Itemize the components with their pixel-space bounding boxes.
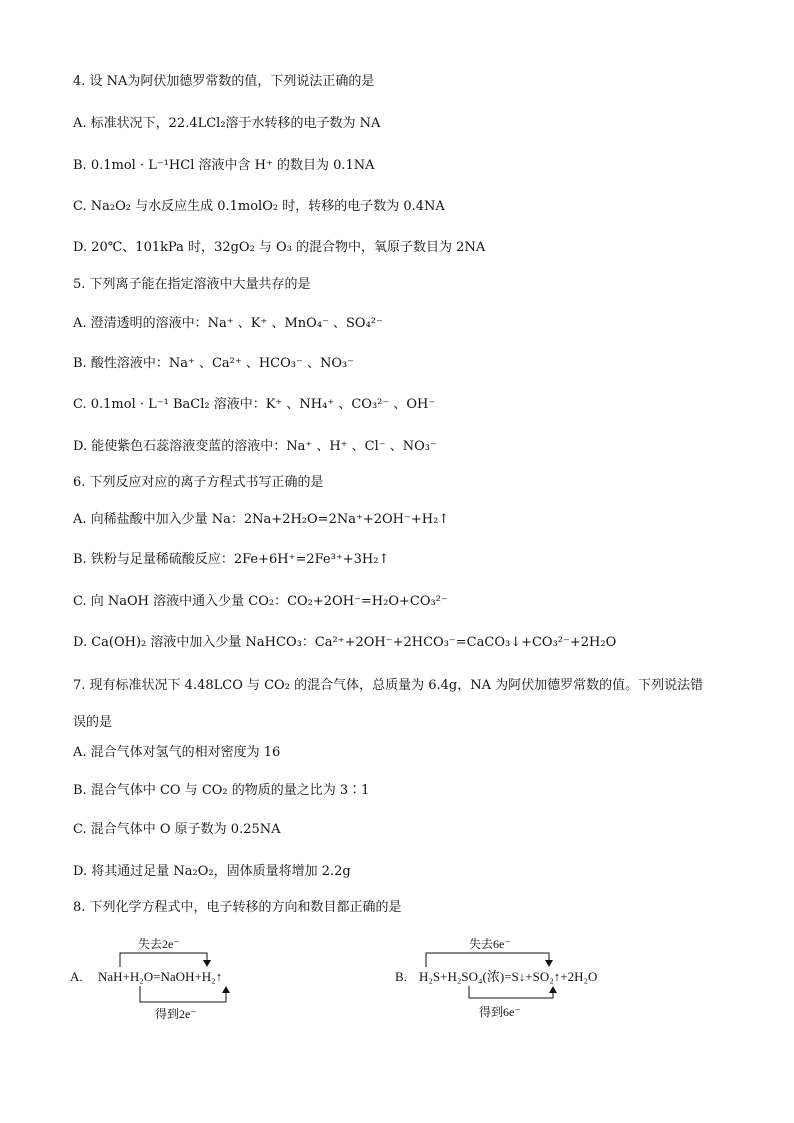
q8-a-electron-transfer-svg: [70, 930, 310, 1020]
q8-b-top-arrowhead: [545, 960, 553, 967]
q6-option-d: D. Ca(OH)₂ 溶液中加入少量 NaHCO₃：Ca²⁺+2OH⁻+2HCO₃⁻=CaCO₃↓+CO₃²⁻+2H₂O: [73, 635, 617, 650]
q8-a-top-arrowhead: [203, 960, 211, 967]
q8-b-bottom-bracket: [469, 986, 553, 998]
q4-option-a: A. 标准状况下，22.4LCl₂溶于水转移的电子数为 NA: [73, 116, 381, 131]
q5-option-a: A. 澄清透明的溶液中：Na⁺ 、K⁺ 、MnO₄⁻ 、SO₄²⁻: [73, 316, 383, 331]
q4-stem: 4. 设 NA为阿伏加德罗常数的值，下列说法正确的是: [73, 74, 375, 89]
q8-b-bottom-arrowhead: [549, 986, 557, 993]
q8-b-top-label: 失去6e⁻: [469, 937, 511, 951]
q5-option-c: C. 0.1mol · L⁻¹ BaCl₂ 溶液中：K⁺ 、NH₄⁺ 、CO₃²⁻ 、OH⁻: [73, 397, 436, 412]
q5-stem: 5. 下列离子能在指定溶液中大量共存的是: [73, 277, 311, 292]
q8-a-bottom-arrowhead: [222, 986, 230, 993]
q7-option-b: B. 混合气体中 CO 与 CO₂ 的物质的量之比为 3∶1: [73, 783, 370, 798]
q7-stem-line-2: 误的是: [73, 715, 113, 730]
q8-a-equation: NaH+H₂O=NaOH+H₂↑: [98, 969, 223, 984]
q8-b-top-bracket: [426, 953, 549, 967]
q7-option-c: C. 混合气体中 O 原子数为 0.25NA: [73, 822, 281, 837]
q8-a-bottom-bracket: [140, 986, 226, 1002]
q8-b-equation: H₂S+H₂SO₄(浓)=S↓+SO₂↑+2H₂O: [419, 969, 598, 984]
q6-option-a: A. 向稀盐酸中加入少量 Na：2Na+2H₂O=2Na⁺+2OH⁻+H₂↑: [73, 512, 450, 527]
q8-a-bottom-label: 得到2e⁻: [155, 1007, 197, 1021]
q4-option-b: B. 0.1mol · L⁻¹HCl 溶液中含 H⁺ 的数目为 0.1NA: [73, 158, 375, 173]
q6-option-c: C. 向 NaOH 溶液中通入少量 CO₂：CO₂+2OH⁻=H₂O+CO₃²⁻: [73, 594, 448, 609]
q8-stem: 8. 下列化学方程式中，电子转移的方向和数目都正确的是: [73, 900, 402, 915]
q4-option-d: D. 20℃、101kPa 时，32gO₂ 与 O₃ 的混合物中，氧原子数目为 2NA: [73, 240, 486, 255]
q7-option-a: A. 混合气体对氢气的相对密度为 16: [73, 745, 281, 760]
q8-b-electron-transfer-svg: [395, 930, 725, 1020]
q8-a-top-bracket: [120, 953, 207, 967]
q7-stem-line-1: 7. 现有标准状况下 4.48LCO 与 CO₂ 的混合气体，总质量为 6.4g，NA 为阿伏加德罗常数的值。下列说法错: [73, 678, 704, 693]
q5-option-d: D. 能使紫色石蕊溶液变蓝的溶液中：Na⁺ 、H⁺ 、Cl⁻ 、NO₃⁻: [73, 439, 437, 454]
q6-option-b: B. 铁粉与足量稀硫酸反应：2Fe+6H⁺=2Fe³⁺+3H₂↑: [73, 552, 390, 567]
q5-option-b: B. 酸性溶液中：Na⁺ 、Ca²⁺ 、HCO₃⁻ 、NO₃⁻: [73, 356, 355, 371]
q8-option-a-diagram: [70, 930, 310, 1020]
q4-option-c: C. Na₂O₂ 与水反应生成 0.1molO₂ 时，转移的电子数为 0.4NA: [73, 199, 445, 214]
q6-stem: 6. 下列反应对应的离子方程式书写正确的是: [73, 475, 324, 490]
q8-b-letter: B.: [395, 969, 407, 984]
q8-option-b-diagram: [395, 930, 725, 1020]
q8-a-letter: A.: [70, 969, 83, 984]
q8-a-top-label: 失去2e⁻: [138, 937, 180, 951]
q7-option-d: D. 将其通过足量 Na₂O₂，固体质量将增加 2.2g: [73, 864, 351, 879]
q8-b-bottom-label: 得到6e⁻: [479, 1005, 521, 1019]
